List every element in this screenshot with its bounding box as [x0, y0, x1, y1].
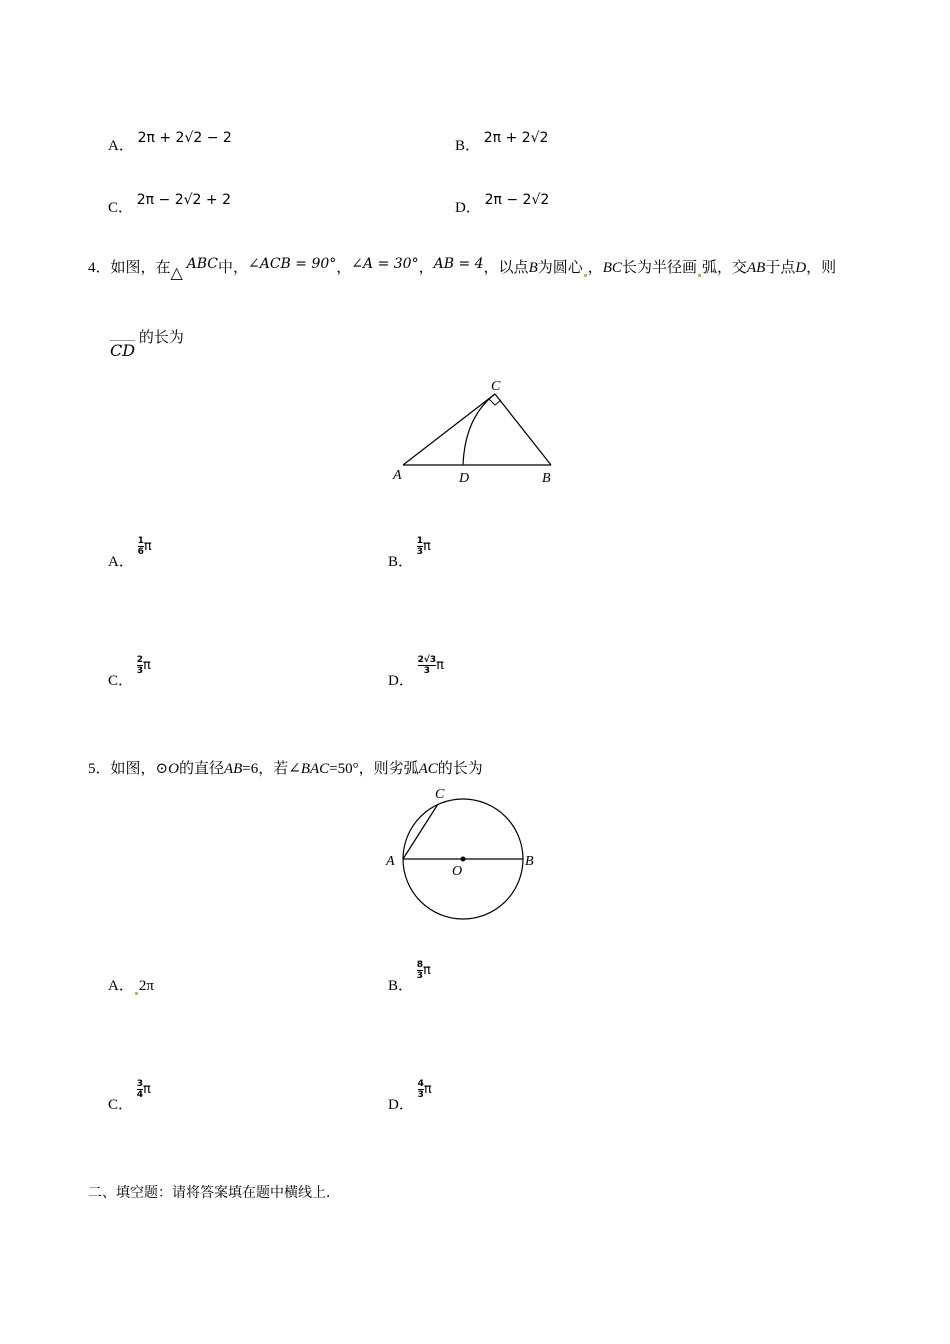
option-label: C． [108, 673, 134, 689]
option-label: C． [108, 1097, 134, 1113]
stem-text: 为圆心 [537, 260, 583, 276]
denominator: 3 [416, 547, 424, 558]
stem-text: =6，若∠ [242, 761, 301, 777]
q5-option-c [108, 1077, 151, 1113]
q4-stem [88, 256, 837, 282]
option-label: B． [455, 138, 481, 154]
decoration-dot [698, 274, 701, 277]
stem-math: ABC [186, 256, 218, 272]
q3-option-d [455, 192, 550, 217]
chord-ac [403, 804, 438, 859]
stem-math: AC [418, 761, 438, 777]
stem-text: 于点 [765, 260, 796, 276]
stem-math: ∠A = 30° [351, 256, 419, 272]
pi-symbol: π [436, 658, 444, 674]
denominator: 3 [416, 971, 424, 982]
side-ac [403, 394, 495, 465]
stem-text: 的长为 [138, 330, 184, 346]
stem-text: ， [587, 260, 603, 276]
option-label: D． [455, 200, 481, 216]
option-label: A． [108, 138, 134, 154]
stem-math: BAC [300, 761, 330, 777]
q4-option-d [388, 653, 444, 689]
side-bc [495, 394, 551, 465]
question-number: 4． [88, 260, 111, 276]
stem-math: AB [223, 761, 243, 777]
label-c: C [491, 379, 501, 394]
denominator: 4 [136, 1090, 144, 1101]
option-expression: 2π + 2√2 [483, 130, 549, 146]
decoration-dot [584, 274, 587, 277]
option-label: B． [388, 978, 414, 994]
label-o: O [452, 864, 463, 879]
option-label: A． [108, 978, 134, 994]
section-2-title: 二、填空题：请将答案填在题中横线上． [88, 1185, 340, 1201]
arc-cd-symbol: CD [110, 341, 136, 360]
stem-text: 弧，交 [701, 260, 747, 276]
stem-math: ∠ACB = 90° [247, 256, 337, 272]
stem-math: BC [602, 260, 622, 276]
option-expression: 2π + 2√2 − 2 [137, 130, 232, 146]
stem-text: 的长为 [437, 761, 483, 777]
stem-math: B [528, 260, 538, 276]
q4-option-a [108, 534, 152, 570]
stem-text: ， [418, 260, 434, 276]
stem-math: D [795, 260, 807, 276]
denominator: 3 [136, 666, 144, 677]
stem-text: 长为半径画 [621, 260, 697, 276]
stem-text: ，则 [806, 260, 837, 276]
q5-option-d [388, 1077, 432, 1113]
numerator: 4 [417, 1079, 424, 1090]
q4-option-b [388, 534, 431, 570]
pi-symbol: π [143, 1082, 151, 1098]
q3-option-a [108, 130, 232, 155]
center-point [461, 857, 466, 862]
option-value: 2π [138, 978, 154, 994]
label-b: B [542, 471, 551, 486]
stem-text: 的直径 [178, 761, 224, 777]
numerator: 3 [136, 1079, 144, 1090]
numerator: 1 [416, 536, 424, 547]
q5-option-b [388, 958, 431, 994]
option-label: D． [388, 673, 414, 689]
q4-triangle-figure [385, 372, 565, 492]
label-c: C [435, 787, 445, 802]
arc-cd [463, 394, 495, 465]
fraction [418, 655, 437, 676]
option-label: A． [108, 554, 134, 570]
pi-symbol: π [423, 1082, 432, 1098]
numerator: 1 [137, 536, 144, 547]
denominator: 3 [417, 1090, 424, 1101]
stem-text: =50°，则劣弧 [329, 761, 419, 777]
q3-option-c [108, 192, 232, 217]
decoration-dot [135, 992, 138, 995]
triangle-symbol: △ [170, 265, 183, 282]
q5-option-a [108, 974, 154, 995]
stem-text: ，以点 [483, 260, 529, 276]
denominator: 6 [137, 547, 144, 558]
stem-math: O [168, 761, 179, 777]
numerator: 8 [416, 960, 424, 971]
stem-text: 中， [217, 260, 248, 276]
label-b: B [525, 854, 534, 869]
denominator: 3 [423, 666, 430, 677]
stem-text: 如图，⊙ [110, 761, 169, 777]
numerator: 2√3 [417, 655, 437, 666]
q5-stem [88, 757, 483, 778]
numerator: 2 [136, 655, 144, 666]
q3-option-b [455, 130, 549, 155]
label-a: A [386, 854, 395, 869]
label-a: A [393, 468, 402, 483]
stem-text: ， [336, 260, 352, 276]
pi-symbol: π [143, 658, 151, 674]
question-number: 5． [88, 761, 111, 777]
stem-math: AB [746, 260, 766, 276]
option-label: C． [108, 200, 134, 216]
pi-symbol: π [423, 963, 431, 979]
q4-stem-line2 [110, 326, 184, 360]
option-expression: 2π − 2√2 [484, 192, 550, 208]
q5-circle-figure [380, 782, 550, 922]
label-d: D [459, 471, 470, 486]
stem-math: AB = 4 [433, 256, 484, 272]
pi-symbol: π [423, 539, 431, 555]
q4-option-c [108, 653, 151, 689]
option-label: D． [388, 1097, 414, 1113]
option-label: B． [388, 554, 414, 570]
pi-symbol: π [143, 539, 152, 555]
stem-text: 如图，在 [110, 260, 171, 276]
option-expression: 2π − 2√2 + 2 [136, 192, 232, 208]
